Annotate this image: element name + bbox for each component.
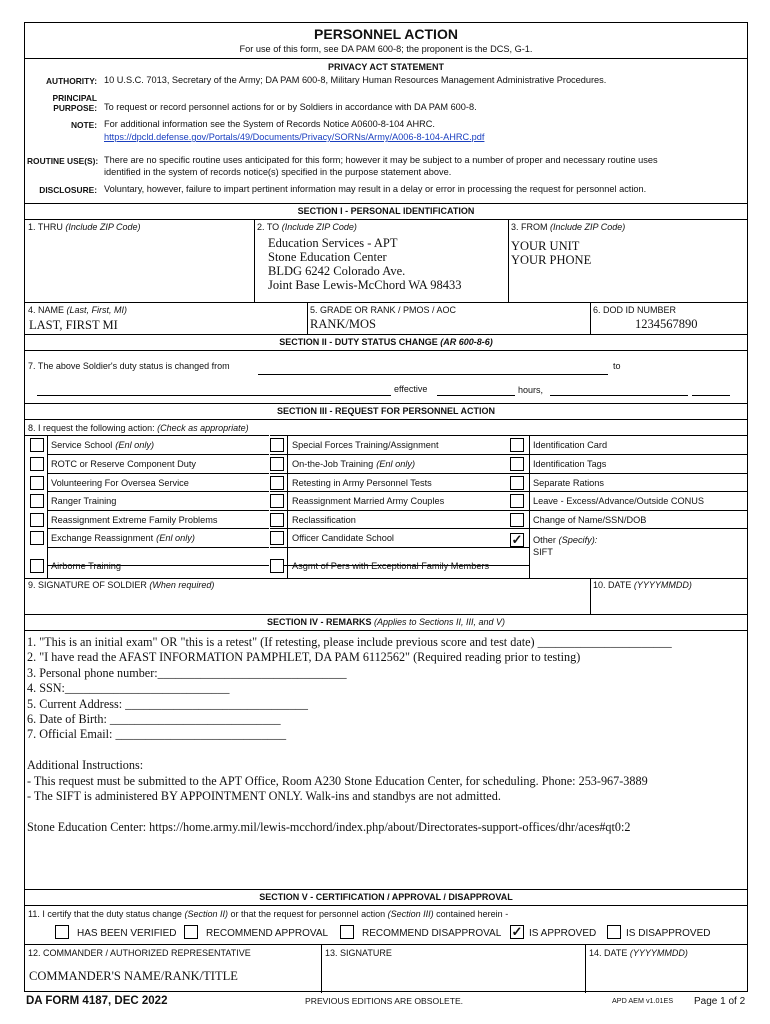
request-option-label: Reclassification [292,515,356,525]
soldier-signature-field[interactable] [26,592,588,613]
note-label: NOTE: [70,120,97,130]
purpose-text: To request or record personnel actions for or by Soldiers in accordance with DA PAM 600-8. [104,102,477,112]
duty-to-field[interactable] [37,395,391,396]
remark-line: Stone Education Center: https://home.army.mil/lewis-mcchord/index.php/about/Directorates-support-offices/dhr/aces#qt0:2 [27,819,631,834]
request-option-checkbox[interactable] [30,476,44,490]
form-subtitle: For use of this form, see DA PAM 600-8; the proponent is the DCS, G-1. [239,44,533,54]
remark-line: 5. Current Address: ______________________________ [27,696,308,711]
request-option-checkbox[interactable] [30,531,44,545]
request-option-checkbox[interactable] [30,438,44,452]
personnel-action-form [24,22,748,992]
request-option-label: Change of Name/SSN/DOB [533,515,647,525]
approval-checkbox[interactable] [340,925,354,939]
form-id: DA FORM 4187, DEC 2022 [26,995,168,1007]
remark-line: 3. Personal phone number:_______________________________ [27,665,347,680]
form-title: PERSONNEL ACTION [314,26,458,42]
request-option-checkbox[interactable] [30,494,44,508]
remarks-field[interactable] [25,635,747,887]
request-option-checkbox[interactable] [270,476,284,490]
request-label: 8. I request the following action: (Check as appropriate) [28,423,249,433]
certify-statement: 11. I certify that the duty status change (Section II) or that the request for personnel action (Section III) contained herein - [28,909,509,919]
remark-line: - This request must be submitted to the APT Office, Room A230 Stone Education Center, for scheduling. Phone: 253-967-3889 [27,773,648,788]
remark-line: Additional Instructions: [27,758,144,773]
approval-option-label: RECOMMEND APPROVAL [206,928,329,939]
page-number: Page 1 of 2 [694,996,746,1007]
request-option-checkbox[interactable] [510,457,524,471]
obsolete-notice: PREVIOUS EDITIONS ARE OBSOLETE. [305,996,464,1006]
request-option-checkbox[interactable] [510,513,524,527]
remark-line: - The SIFT is administered BY APPOINTMENT ONLY. Walk-ins and standbys are not admitted. [27,789,501,803]
sorn-link[interactable]: https://dpcld.defense.gov/Portals/49/Documents/Privacy/SORNs/Army/A006-8-104-AHRC.pdf [104,132,485,142]
dodid-label: 6. DOD ID NUMBER [593,305,677,315]
request-option-label: ROTC or Reserve Component Duty [51,459,197,469]
commander-signature-field[interactable] [323,960,583,992]
request-option-label: Volunteering For Oversea Service [51,478,189,488]
dodid-field[interactable]: 1234567890 [635,317,698,331]
section-5-title: SECTION V - CERTIFICATION / APPROVAL / DISAPPROVAL [259,892,513,902]
request-option-label: Identification Tags [533,459,607,469]
request-option-label: Identification Card [533,440,608,450]
request-option-checkbox[interactable] [270,531,284,545]
request-option-label: Retesting in Army Personnel Tests [292,478,432,488]
duty-changed-from-label: 7. The above Soldier's duty status is changed from [28,361,230,371]
purpose-label-1: PRINCIPAL [52,93,97,103]
request-option-checkbox[interactable] [30,559,44,573]
request-option-label: Leave - Excess/Advance/Outside CONUS [533,496,705,506]
request-option-label: On-the-Job Training (Enl only) [292,459,416,469]
approval-option-label: HAS BEEN VERIFIED [77,928,177,939]
request-option-checkbox[interactable] [30,457,44,471]
effective-date-field[interactable] [550,395,688,396]
thru-label: 1. THRU (Include ZIP Code) [28,222,141,232]
to-line: BLDG 6242 Colorado Ave. [268,264,406,278]
duty-to-label: to [613,361,621,371]
to-line: Joint Base Lewis-McChord WA 98433 [268,278,462,292]
commander-date-field[interactable] [587,960,747,992]
request-option-checkbox[interactable] [270,438,284,452]
disclosure-text: Voluntary, however, failure to impart pertinent information may result in a delay or error in processing the request for personnel action. [104,184,647,194]
remark-line: 2. "I have read the AFAST INFORMATION PAMPHLET, DA PAM 6112562" (Required reading prior to testing) [27,650,581,665]
name-field[interactable]: LAST, FIRST MI [29,318,118,332]
request-option-label: Airborne Training [51,561,121,571]
to-label: 2. TO (Include ZIP Code) [257,222,357,232]
from-label: 3. FROM (Include ZIP Code) [511,222,626,232]
section-1-title: SECTION I - PERSONAL IDENTIFICATION [297,206,475,216]
form-version: APD AEM v1.01ES [612,996,674,1005]
approval-option-label: RECOMMEND DISAPPROVAL [362,928,502,939]
authority-label: AUTHORITY: [45,76,97,86]
request-option-checkbox[interactable] [270,513,284,527]
request-option-label: Asgmt of Pers with Exceptional Family Members [292,561,490,571]
effective-hours-field[interactable] [437,395,515,396]
approval-checkbox[interactable]: ✓ [511,924,523,939]
request-option-label: Reassignment Married Army Couples [292,496,445,506]
authority-text: 10 U.S.C. 7013, Secretary of the Army; DA PAM 600-8, Military Human Resources Management Administrative Procedures. [104,75,607,85]
request-option-label: Officer Candidate School [292,533,394,543]
commander-label: 12. COMMANDER / AUTHORIZED REPRESENTATIVE [28,948,251,958]
request-option-label: Exchange Reassignment (Enl only) [51,533,195,543]
to-field[interactable] [268,236,506,292]
section-2-title: SECTION II - DUTY STATUS CHANGE (AR 600-8-6) [279,337,493,347]
request-option-label: Reassignment Extreme Family Problems [51,515,218,525]
approval-checkbox[interactable] [607,925,621,939]
other-label: Other (Specify): [533,535,598,545]
remark-line: 1. "This is an initial exam" OR "this is a retest" (If retesting, please include previous score and test date) ______________________ [27,635,672,649]
other-checkbox[interactable]: ✓ [511,532,523,547]
routine-label: ROUTINE USE(S): [27,156,99,166]
approval-option-label: IS APPROVED [529,928,597,939]
privacy-title: PRIVACY ACT STATEMENT [327,62,444,72]
request-option-label: Service School (Enl only) [51,440,155,450]
routine-text-2: identified in the system of records notice(s) specified in the purpose statement above. [104,167,452,177]
from-field[interactable] [511,239,747,267]
request-option-label: Special Forces Training/Assignment [292,440,439,450]
approval-option-label: IS DISAPPROVED [626,928,711,939]
from-line: YOUR UNIT [511,239,580,253]
request-option-checkbox[interactable] [270,559,284,573]
approval-checkbox[interactable] [55,925,69,939]
request-option-checkbox[interactable] [510,438,524,452]
effective-label: effective [394,384,428,394]
routine-text-1: There are no specific routine uses anticipated for this form; however it may be subject to a number of proper and necessary routine uses [104,155,658,165]
duty-from-field[interactable] [258,374,608,375]
request-option-label: Separate Rations [533,478,604,488]
grade-label: 5. GRADE OR RANK / PMOS / AOC [310,305,457,315]
request-option-checkbox[interactable] [510,494,524,508]
section-4-title: SECTION IV - REMARKS (Applies to Sections II, III, and V) [266,617,506,627]
request-option-checkbox[interactable] [510,476,524,490]
disclosure-label: DISCLOSURE: [39,185,97,195]
remark-line: 4. SSN:___________________________ [27,681,230,696]
note-text: For additional information see the System of Records Notice A0600-8-104 AHRC. [104,119,435,129]
section-3-title: SECTION III - REQUEST FOR PERSONNEL ACTION [276,406,496,416]
approval-checkbox[interactable] [184,925,198,939]
request-option-checkbox[interactable] [30,513,44,527]
commander-date-label: 14. DATE (YYYYMMDD) [589,948,688,958]
remark-line: 7. Official Email: ____________________________ [27,727,287,742]
to-line: Stone Education Center [268,250,387,264]
request-option-checkbox[interactable] [270,457,284,471]
name-label: 4. NAME (Last, First, MI) [28,305,128,315]
soldier-signature-label: 9. SIGNATURE OF SOLDIER (When required) [28,580,215,590]
thru-field[interactable] [26,233,253,301]
grade-field[interactable]: RANK/MOS [310,317,376,331]
hours-label: hours, [518,385,544,395]
to-line: Education Services - APT [268,236,398,250]
soldier-date-label: 10. DATE (YYYYMMDD) [593,580,692,590]
effective-year-field[interactable] [692,395,730,396]
purpose-label-2: PURPOSE: [53,103,97,113]
from-line: YOUR PHONE [511,253,592,267]
request-option-label: Ranger Training [51,496,117,506]
request-option-checkbox[interactable] [270,494,284,508]
remark-line: 6. Date of Birth: ____________________________ [27,712,281,726]
other-specify-value[interactable]: SIFT [533,547,553,557]
soldier-date-field[interactable] [592,592,747,613]
commander-field[interactable]: COMMANDER'S NAME/RANK/TITLE [29,969,238,983]
commander-signature-label: 13. SIGNATURE [325,948,392,958]
